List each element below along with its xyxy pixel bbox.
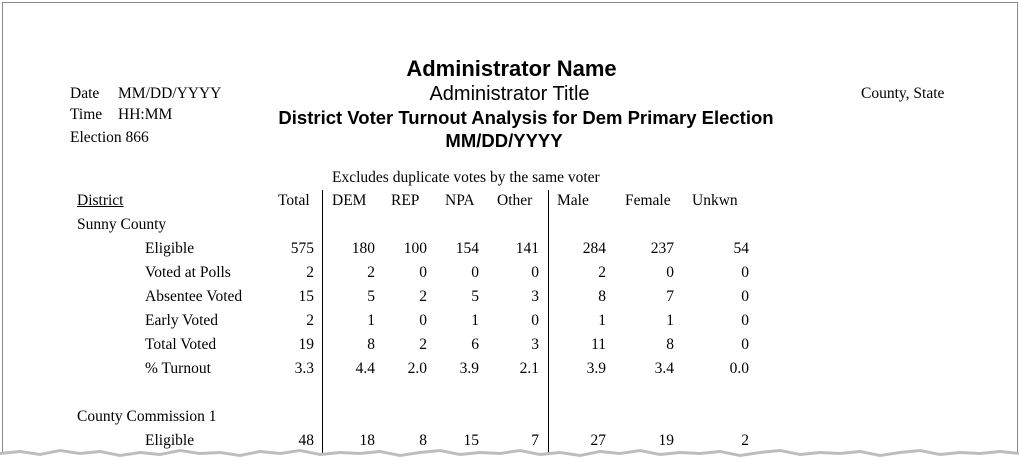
table-cell: 3.3 [294, 360, 314, 377]
table-cell: 0 [741, 288, 749, 305]
table-cell: 19 [298, 336, 314, 353]
table-cell: 27 [590, 432, 606, 449]
table-cell: 3 [531, 288, 539, 305]
table-cell: 141 [515, 240, 539, 257]
table-cell: 0 [741, 312, 749, 329]
table-cell: 0 [471, 264, 479, 281]
table-cell: 3.4 [654, 360, 674, 377]
section-name: County Commission 1 [77, 408, 217, 425]
table-cell: 0 [531, 264, 539, 281]
table-cell: 8 [419, 432, 427, 449]
table-cell: 1 [666, 312, 674, 329]
table-cell: 8 [367, 336, 375, 353]
table-cell: 3.9 [586, 360, 606, 377]
table-cell: 6 [471, 336, 479, 353]
column-header: NPA [445, 192, 475, 209]
duplicate-note: Excludes duplicate votes by the same voter [332, 169, 600, 186]
table-cell: 54 [733, 240, 749, 257]
table-cell: 2.0 [407, 360, 427, 377]
row-label: Voted at Polls [145, 264, 231, 281]
table-cell: 0 [666, 264, 674, 281]
row-label: Absentee Voted [145, 288, 243, 305]
table-cell: 2 [419, 336, 427, 353]
table-cell: 7 [666, 288, 674, 305]
column-header: DEM [332, 192, 367, 209]
table-cell: 180 [351, 240, 375, 257]
column-header: Female [625, 192, 671, 209]
table-cell: 48 [298, 432, 314, 449]
table-cell: 1 [471, 312, 479, 329]
row-label: Eligible [145, 240, 195, 257]
time-value: HH:MM [118, 106, 173, 123]
table-cell: 2 [419, 288, 427, 305]
table-cell: 19 [658, 432, 674, 449]
table-cell: 11 [591, 336, 606, 353]
table-cell: 284 [582, 240, 606, 257]
table-cell: 15 [298, 288, 314, 305]
table-cell: 8 [598, 288, 606, 305]
table-cell: 0 [419, 264, 427, 281]
table-cell: 3.9 [459, 360, 479, 377]
report-title: District Voter Turnout Analysis for Dem Primary Election [278, 107, 774, 128]
row-label: Eligible [145, 432, 195, 449]
table-cell: 2 [306, 264, 314, 281]
table-cell: 575 [290, 240, 314, 257]
table-cell: 5 [471, 288, 479, 305]
table-cell: 0.0 [729, 360, 749, 377]
row-label: Early Voted [145, 312, 219, 329]
table-cell: 2 [367, 264, 375, 281]
county-state: County, State [861, 85, 945, 102]
table-cell: 100 [403, 240, 427, 257]
table-cell: 237 [650, 240, 674, 257]
table-cell: 2.1 [519, 360, 539, 377]
table-cell: 2 [598, 264, 606, 281]
table-cell: 0 [741, 264, 749, 281]
table-cell: 5 [367, 288, 375, 305]
table-cell: 4.4 [355, 360, 375, 377]
row-label: Total Voted [145, 336, 217, 353]
admin-name: Administrator Name [406, 56, 617, 81]
table-cell: 2 [306, 312, 314, 329]
time-label: Time [70, 106, 103, 123]
column-header: Total [278, 192, 310, 209]
table-cell: 18 [359, 432, 375, 449]
admin-title: Administrator Title [429, 83, 590, 105]
column-header: District [77, 192, 124, 209]
table-cell: 0 [419, 312, 427, 329]
table-cell: 3 [531, 336, 539, 353]
torn-edge [0, 446, 1019, 460]
table-cell: 0 [531, 312, 539, 329]
row-label: % Turnout [145, 360, 211, 377]
date-label: Date [70, 85, 100, 102]
column-header: Male [557, 192, 589, 209]
report-date: MM/DD/YYYY [445, 130, 563, 151]
table-cell: 15 [463, 432, 479, 449]
table-cell: 154 [455, 240, 479, 257]
table-cell: 1 [367, 312, 375, 329]
column-header: Other [497, 192, 533, 209]
table-cell: 8 [666, 336, 674, 353]
table-cell: 2 [741, 432, 749, 449]
table-cell: 0 [741, 336, 749, 353]
column-header: Unkwn [692, 192, 738, 209]
date-value: MM/DD/YYYY [118, 85, 222, 102]
section-name: Sunny County [77, 216, 167, 233]
table-cell: 1 [598, 312, 606, 329]
election-label: Election 866 [70, 129, 149, 146]
column-header: REP [391, 192, 420, 209]
table-cell: 7 [531, 432, 539, 449]
